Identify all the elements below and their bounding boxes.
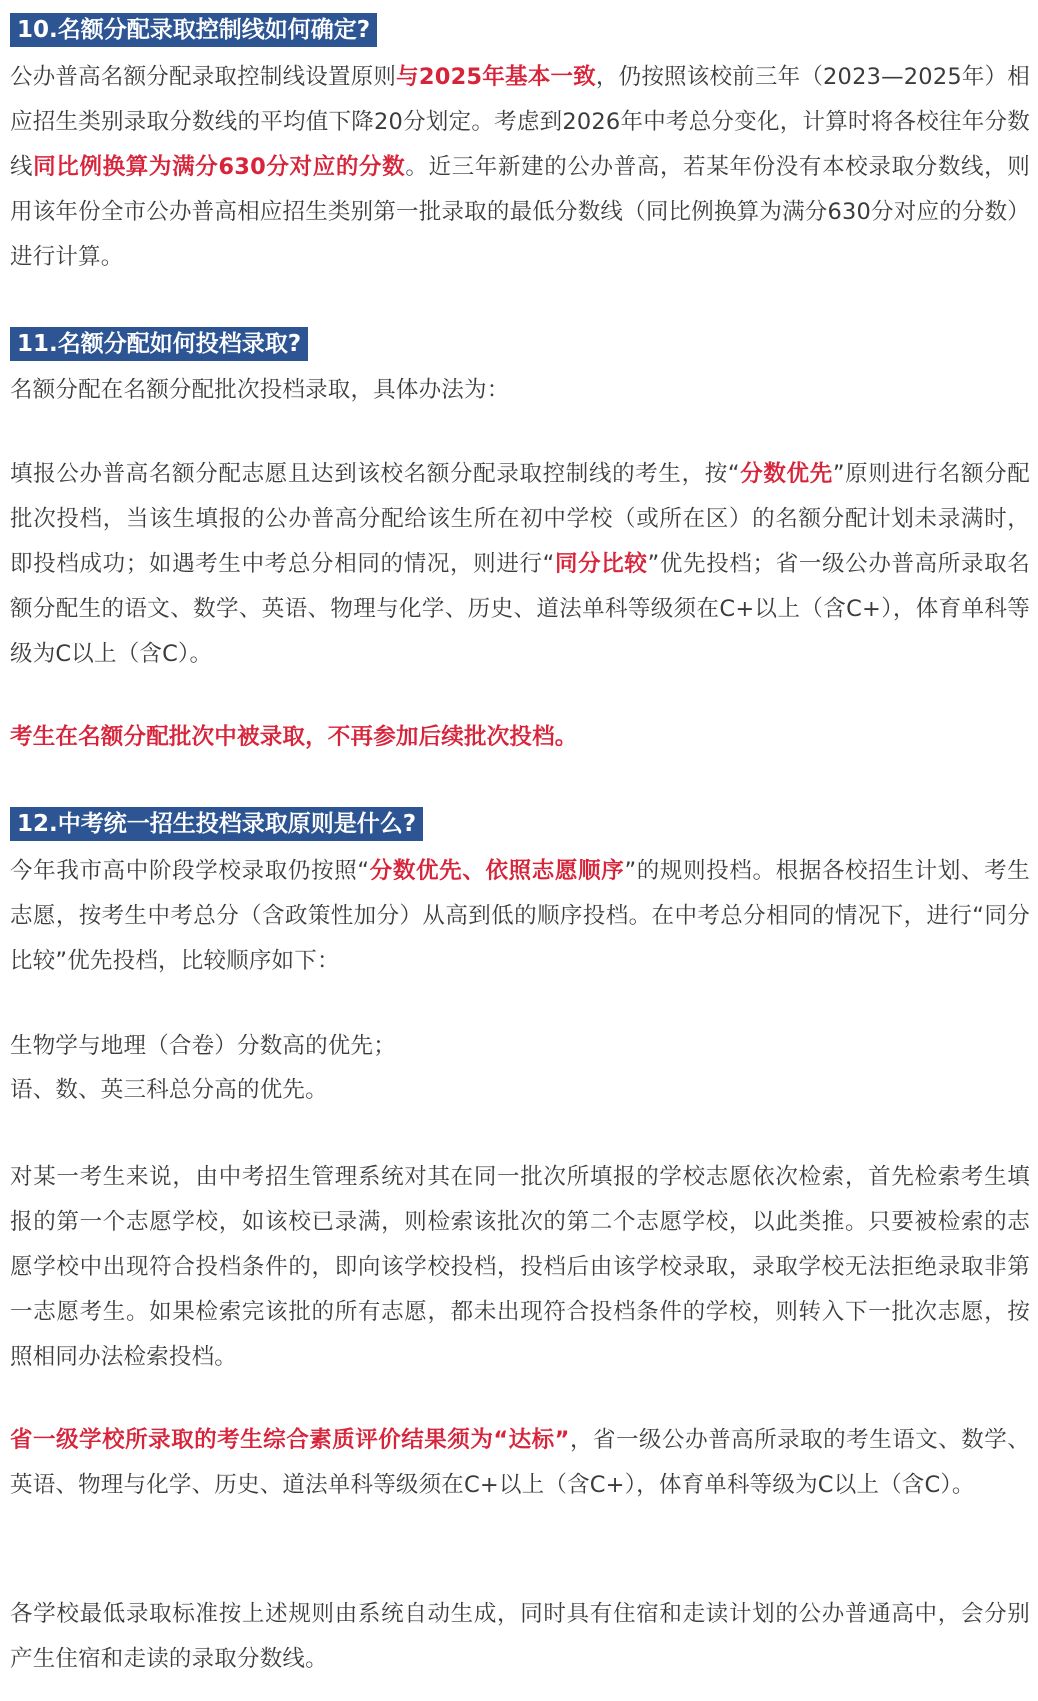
- section-10-paragraph: 公办普高名额分配录取控制线设置原则与2025年基本一致，仍按照该校前三年（2023—2025年）相应招生类别录取分数线的平均值下降20分划定。考虑到2026年中考总分变化，计算时将各校往年分数线同比例换算为满分630分对应的分数。近三年新建的公办普高，若某年份没有本校录取分数线，则用该年份全市公办普高相应招生类别第一批录取的最低分数线（同比例换算为满分630分对应的分数）进行计算。: [10, 64, 1031, 270]
- section-12-paragraph-4: 各学校最低录取标准按上述规则由系统自动生成，同时具有住宿和走读计划的公办普通高中，会分别产生住宿和走读的录取分数线。: [10, 1601, 1030, 1672]
- section-12-paragraph-1: 今年我市高中阶段学校录取仍按照“分数优先、依照志愿顺序”的规则投档。根据各校招生计划、考生志愿，按考生中考总分（含政策性加分）从高到低的顺序投档。在中考总分相同的情况下，进行“同分比较”优先投档，比较顺序如下：: [10, 858, 1030, 974]
- highlight-text: 同分比较: [554, 551, 648, 577]
- section-10-title: 10.名额分配录取控制线如何确定?: [10, 13, 377, 47]
- highlight-text: 省一级学校所录取的考生综合素质评价结果须为“达标”: [10, 1427, 570, 1453]
- highlight-text: 分数优先、依照志愿顺序: [369, 858, 625, 884]
- highlight-text: 与2025年基本一致: [396, 64, 596, 90]
- comparison-item-1: 生物学与地理（合卷）分数高的优先；: [10, 1033, 396, 1059]
- section-11-paragraph: 填报公办普高名额分配志愿且达到该校名额分配录取控制线的考生，按“分数优先”原则进行名额分配批次投档，当该生填报的公办普高分配给该生所在初中学校（或所在区）的名额分配计划未录满时，即投档成功；如遇考生中考总分相同的情况，则进行“同分比较”优先投档；省一级公办普高所录取名额分配生的语文、数学、英语、物理与化学、历史、道法单科等级须在C+以上（含C+），体育单科等级为C以上（含C）。: [10, 461, 1030, 667]
- section-11-intro: 名额分配在名额分配批次投档录取，具体办法为：: [10, 377, 510, 403]
- highlight-text: 同比例换算为满分630分对应的分数: [33, 154, 406, 180]
- section-12-paragraph-2: 对某一考生来说，由中考招生管理系统对其在同一批次所填报的学校志愿依次检索，首先检索考生填报的第一个志愿学校，如该校已录满，则检索该批次的第二个志愿学校，以此类推。只要被检索的志愿学校中出现符合投档条件的，即向该学校投档，投档后由该学校录取，录取学校无法拒绝录取非第一志愿考生。如果检索完该批的所有志愿，都未出现符合投档条件的学校，则转入下一批次志愿，按照相同办法检索投档。: [10, 1164, 1030, 1370]
- highlight-text: 分数优先: [739, 461, 833, 487]
- section-11-title: 11.名额分配如何投档录取?: [10, 327, 308, 361]
- comparison-item-2: 语、数、英三科总分高的优先。: [10, 1077, 328, 1103]
- section-11-note: 考生在名额分配批次中被录取，不再参加后续批次投档。: [10, 724, 578, 750]
- section-12-paragraph-3: 省一级学校所录取的考生综合素质评价结果须为“达标”，省一级公办普高所录取的考生语文、数学、英语、物理与化学、历史、道法单科等级须在C+以上（含C+），体育单科等级为C以上（含C）。: [10, 1427, 1030, 1498]
- section-12-title: 12.中考统一招生投档录取原则是什么?: [10, 807, 423, 841]
